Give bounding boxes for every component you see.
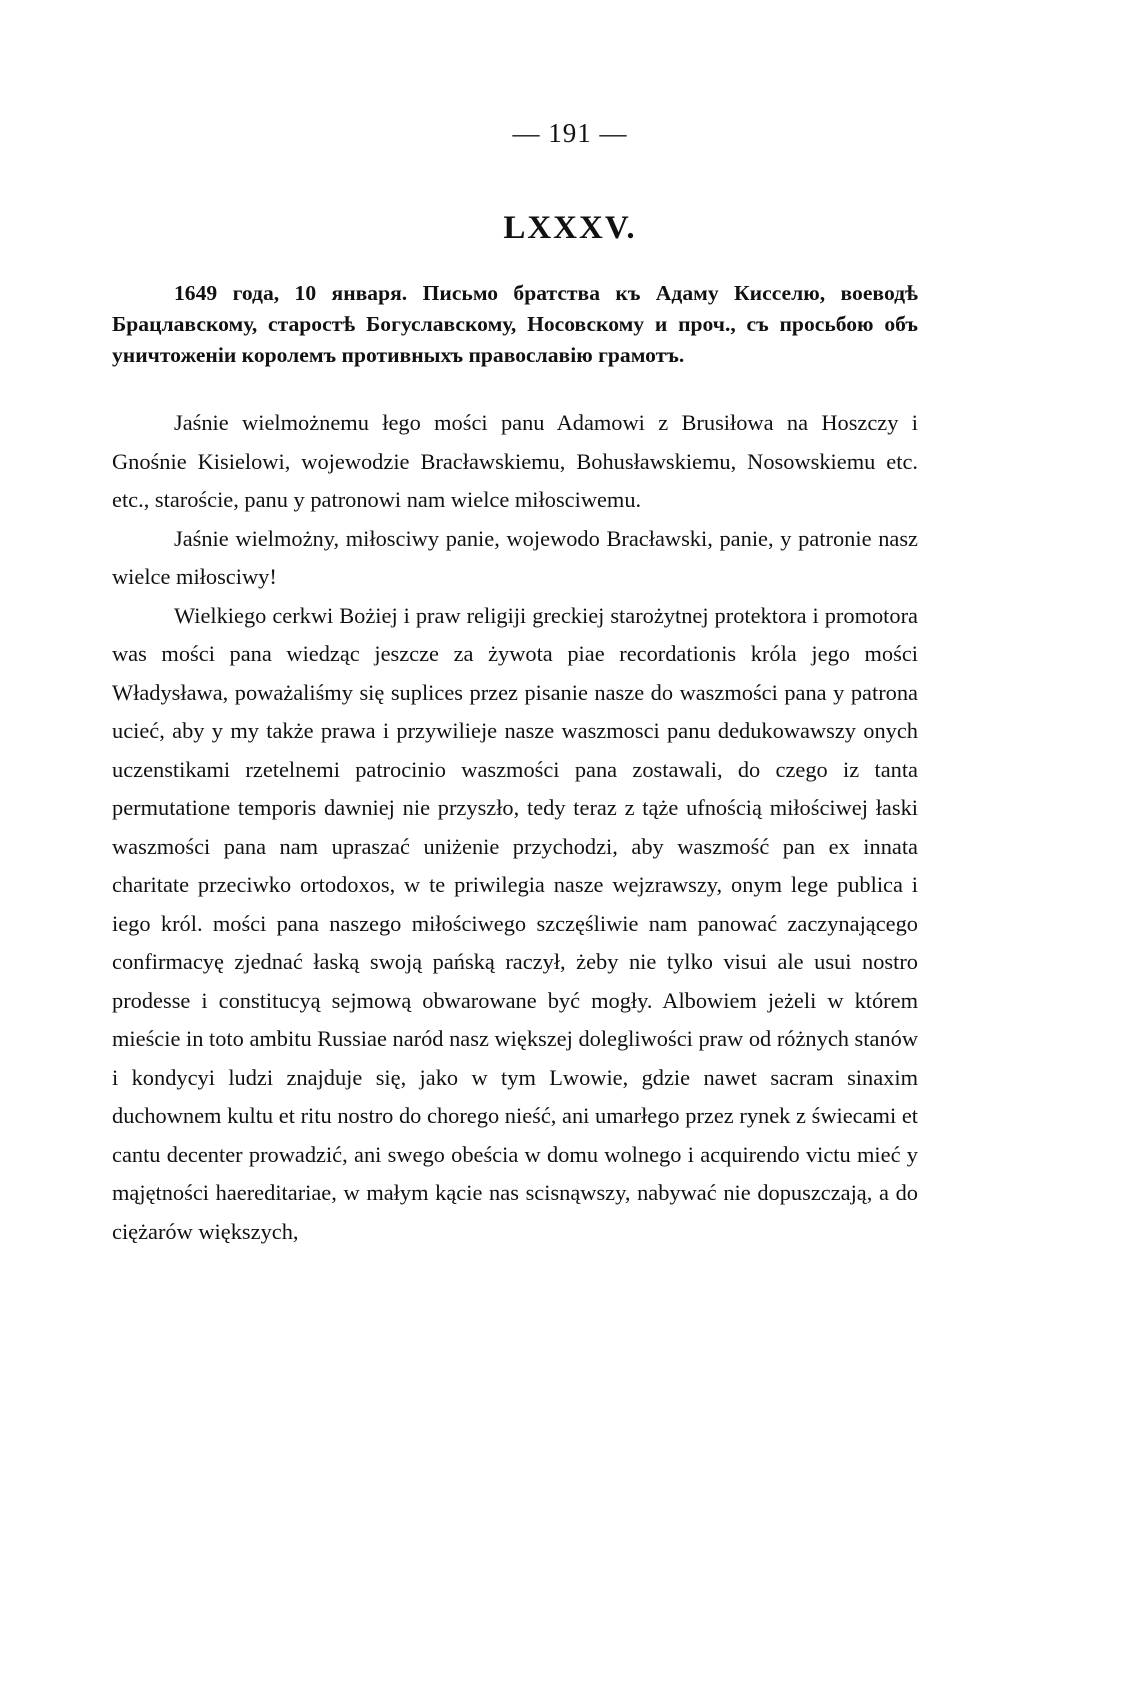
letter-address: Jaśnie wielmożnemu łego mości panu Adamowi z Brusiłowa na Hoszczy i Gnośnie Kisielowi, wojewodzie Bracławskiemu, Bohusławskiemu, Nosowskiemu etc. etc., staroście, panu y patronowi nam wielce miłosciwemu.	[112, 410, 918, 512]
document-number: LXXXV.	[503, 210, 637, 246]
letter-salutation: Jaśnie wielmożny, miłosciwy panie, wojewodo Bracławski, panie, y patronie nasz wielce miłosciwy!	[112, 525, 918, 589]
page-number: — 191 —	[512, 118, 628, 148]
document-summary-text: 1649 года, 10 января. Письмо братства къ Адаму Кисселю, воеводѣ Брацлавскому, старостѣ Богуславскому, Носовскому и проч., съ просьбою объ уничтоженіи королемъ противныхъ православію грамотъ.	[112, 281, 918, 367]
document-summary	[112, 278, 918, 371]
letter-body: Wielkiego cerkwi Bożiej i praw religiji greckiej starożytnej protektora i promotora was mości pana wiedząc jeszcze za żywota piae recordationis króla jego mości Władysława, poważaliśmy się suplices przez pisanie nasze do waszmości pana y patrona ucieć, aby y my także prawa i przywilieje nasze waszmosci panu dedukowawszy onych uczenstikami rzetelnemi patrocinio waszmości pana zostawali, do czego iz tanta permutatione temporis dawniej nie przyszło, tedy teraz z tąże ufnością miłościwej łaski waszmości pana nam upraszać uniżenie przychodzi, aby waszmość pan ex innata charitate przeciwko ortodoxos, w te priwilegia nasze wejzrawszy, onym lege publica i iego król. mości pana naszego miłościwego szczęśliwie nam panować zaczynającego confirmacyę zjednać łaską swoją pańską raczył, żeby nie tylko visui ale usui nostro prodesse i constitucyą sejmową obwarowane być mogły. Albowiem jeżeli w którem mieście in toto ambitu Russiae naród nasz większej dolegliwości praw od różnych stanów i kondycyi ludzi znajduje się, jako w tym Lwowie, gdzie nawet sacram sinaxim duchownem kultu et ritu nostro do chorego nieść, ani umarłego przez rynek z świecami et cantu decenter prowadzić, ani swego obeścia w domu wolnego i acquirendo victu mieć y mąjętności haereditariae, w małym kącie nas scisnąwszy, nabywać nie dopuszczają, a do ciężarów większych,	[112, 602, 918, 1244]
letter-text	[112, 404, 918, 1251]
